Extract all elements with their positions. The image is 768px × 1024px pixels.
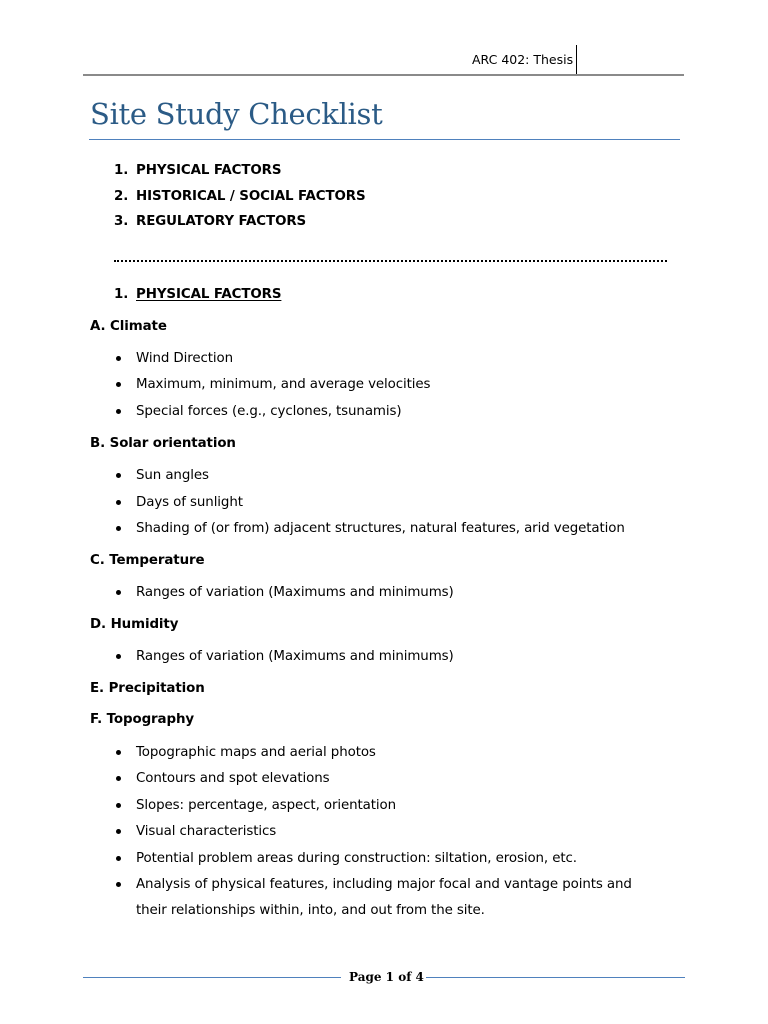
list-item: Maximum, minimum, and average velocities [136, 377, 431, 392]
list-item: Potential problem areas during construction: siltation, erosion, etc. [136, 851, 577, 866]
list-item: Analysis of physical features, including major focal and vantage points and [136, 877, 632, 892]
subsection-heading-precipitation: E. Precipitation [90, 681, 205, 696]
toc-item-regulatory: REGULATORY FACTORS [136, 214, 307, 229]
header-rule [83, 74, 684, 76]
subsection-heading-solar: B. Solar orientation [90, 436, 236, 451]
subsection-heading-topography: F. Topography [90, 712, 195, 727]
header-vertical-rule [576, 45, 577, 76]
section-number: 1. [114, 287, 129, 302]
bullet-icon [116, 409, 121, 414]
bullet-icon [116, 776, 121, 781]
bullet-icon [116, 750, 121, 755]
footer-rule-left [83, 977, 341, 978]
subsection-heading-humidity: D. Humidity [90, 617, 179, 632]
list-item: Wind Direction [136, 351, 234, 366]
document-title: Site Study Checklist [90, 97, 383, 131]
list-item-continuation: their relationships within, into, and out from the site. [136, 903, 485, 918]
list-item: Topographic maps and aerial photos [136, 745, 376, 760]
bullet-icon [116, 500, 121, 505]
subsection-heading-climate: A. Climate [90, 319, 167, 334]
header-course-label: ARC 402: Thesis [472, 52, 574, 67]
footer-rule-right [426, 977, 685, 978]
dotted-separator [114, 260, 667, 262]
toc-item-physical: PHYSICAL FACTORS [136, 163, 282, 178]
section-heading: PHYSICAL FACTORS [136, 287, 282, 302]
toc-number: 1. [114, 163, 129, 178]
bullet-icon [116, 356, 121, 361]
bullet-icon [116, 803, 121, 808]
list-item: Special forces (e.g., cyclones, tsunamis) [136, 404, 402, 419]
title-underline [89, 139, 680, 140]
page-number: Page 1 of 4 [349, 970, 424, 984]
bullet-icon [116, 882, 121, 887]
bullet-icon [116, 473, 121, 478]
list-item: Contours and spot elevations [136, 771, 330, 786]
bullet-icon [116, 590, 121, 595]
bullet-icon [116, 382, 121, 387]
list-item: Days of sunlight [136, 495, 243, 510]
toc-item-historical: HISTORICAL / SOCIAL FACTORS [136, 189, 366, 204]
subsection-heading-temperature: C. Temperature [90, 553, 205, 568]
bullet-icon [116, 856, 121, 861]
bullet-icon [116, 526, 121, 531]
toc-number: 3. [114, 214, 129, 229]
toc-number: 2. [114, 189, 129, 204]
list-item: Sun angles [136, 468, 209, 483]
bullet-icon [116, 829, 121, 834]
list-item: Shading of (or from) adjacent structures, natural features, arid vegetation [136, 521, 625, 536]
list-item: Visual characteristics [136, 824, 277, 839]
list-item: Slopes: percentage, aspect, orientation [136, 798, 397, 813]
bullet-icon [116, 654, 121, 659]
list-item: Ranges of variation (Maximums and minimums) [136, 649, 454, 664]
list-item: Ranges of variation (Maximums and minimums) [136, 585, 454, 600]
